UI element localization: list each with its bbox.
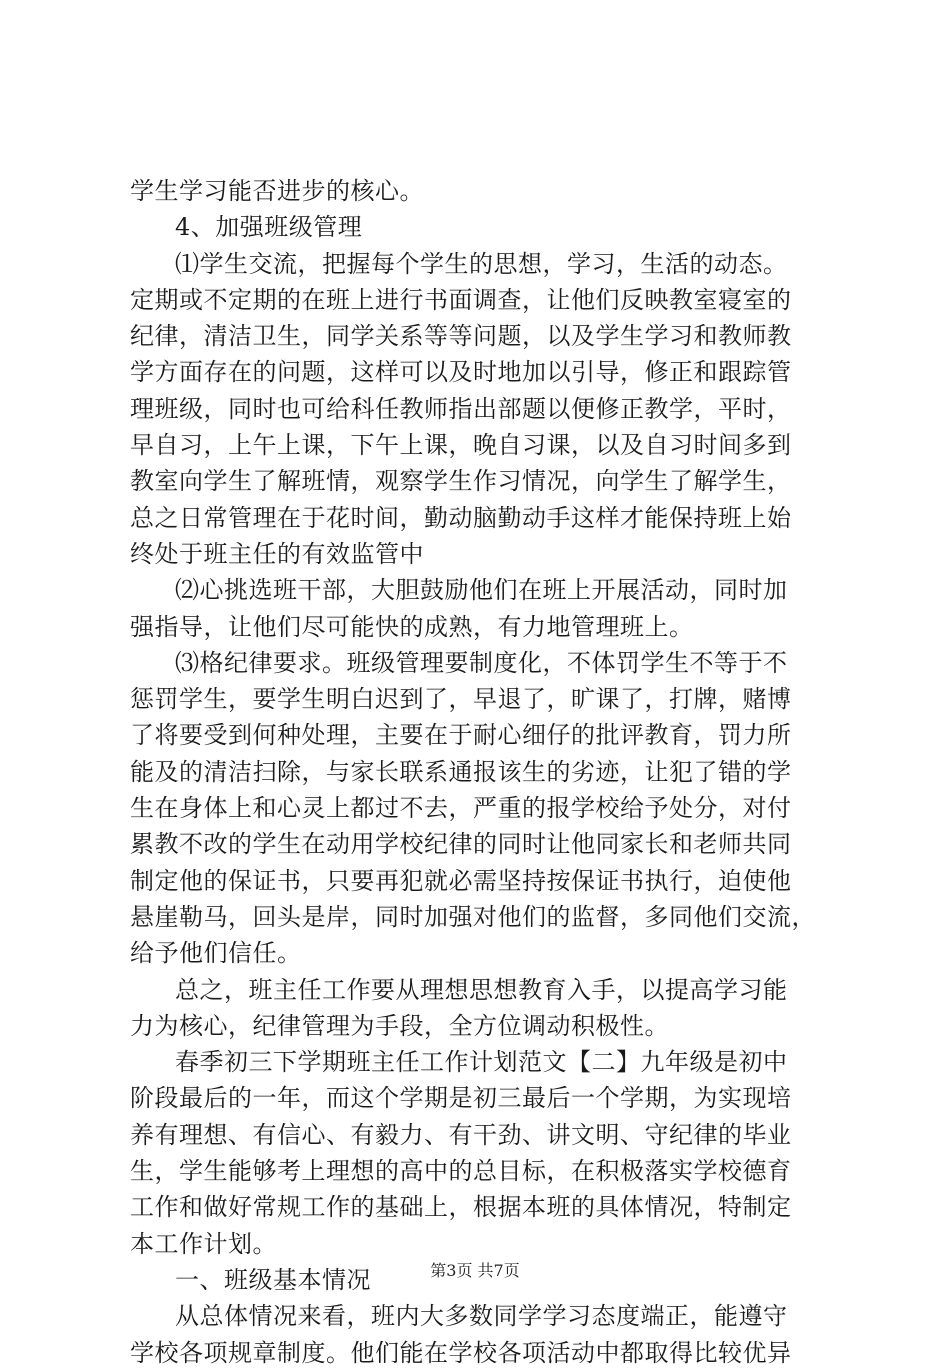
- text-line: 学生学习能否进步的核心。: [130, 177, 424, 205]
- page-footer: 第3页 共7页: [430, 1261, 520, 1280]
- text-line: 总之日常管理在于花时间，勤动脑勤动手这样才能保持班上始: [130, 503, 792, 532]
- text-line: 惩罚学生，要学生明白迟到了，早退了，旷课了，打牌，赌博: [130, 685, 792, 714]
- text-line: 总之，班主任工作要从理想思想教育入手，以提高学习能: [175, 975, 788, 1004]
- text-line: ⑴学生交流，把握每个学生的思想，学习，生活的动态。: [175, 249, 788, 278]
- text-line: 纪律，清洁卫生，同学关系等等问题，以及学生学习和教师教: [130, 322, 792, 351]
- text-line: ⑶格纪律要求。班级管理要制度化，不体罚学生不等于不: [175, 648, 788, 677]
- text-line: 生，学生能够考上理想的高中的总目标，在积极落实学校德育: [130, 1157, 792, 1186]
- text-line: 制定他的保证书，只要再犯就必需坚持按保证书执行，迫使他: [130, 866, 792, 895]
- text-line: 一、班级基本情况: [175, 1265, 371, 1294]
- text-line: 悬崖勒马，回头是岸，同时加强对他们的监督，多同他们交流，: [130, 902, 816, 931]
- text-line: 生在身体上和心灵上都过不去，严重的报学校给予处分，对付: [130, 794, 792, 823]
- text-line: 能及的清洁扫除，与家长联系通报该生的劣迹，让犯了错的学: [130, 757, 792, 786]
- text-line: 养有理想、有信心、有毅力、有干劲、讲文明、守纪律的毕业: [130, 1120, 792, 1149]
- text-line: 力为核心，纪律管理为手段，全方位调动积极性。: [130, 1011, 669, 1040]
- text-line: 定期或不定期的在班上进行书面调查，让他们反映教室寝室的: [130, 285, 792, 314]
- text-line: 理班级，同时也可给科任教师指出部题以便修正教学，平时，: [130, 394, 792, 423]
- text-line: 给予他们信任。: [130, 939, 302, 968]
- text-line: 学方面存在的问题，这样可以及时地加以引导，修正和跟踪管: [130, 358, 792, 387]
- text-line: 累教不改的学生在动用学校纪律的同时让他同家长和老师共同: [130, 830, 792, 859]
- document-body: [130, 173, 830, 1371]
- text-line: 教室向学生了解班情，观察学生作习情况，向学生了解学生，: [130, 467, 792, 496]
- text-line: 从总体情况来看，班内大多数同学学习态度端正，能遵守: [175, 1302, 788, 1331]
- text-line: 4、加强班级管理: [175, 213, 363, 242]
- text-line: 春季初三下学期班主任工作计划范文【二】九年级是初中: [175, 1048, 788, 1077]
- text-line: 工作和做好常规工作的基础上，根据本班的具体情况，特制定: [130, 1193, 792, 1222]
- text-line: ⑵心挑选班干部，大胆鼓励他们在班上开展活动，同时加: [175, 576, 788, 605]
- text-line: 了将要受到何种处理，主要在于耐心细仔的批评教育，罚力所: [130, 721, 792, 750]
- text-line: 早自习，上午上课，下午上课，晚自习课，以及自习时间多到: [130, 431, 792, 460]
- text-line: 阶段最后的一年，而这个学期是初三最后一个学期，为实现培: [130, 1084, 792, 1113]
- text-line: 本工作计划。: [130, 1229, 277, 1258]
- text-line: 强指导，让他们尽可能快的成熟，有力地管理班上。: [130, 612, 694, 641]
- text-line: 学校各项规章制度。他们能在学校各项活动中都取得比较优异: [130, 1338, 792, 1367]
- text-line: 终处于班主任的有效监管中: [130, 539, 424, 568]
